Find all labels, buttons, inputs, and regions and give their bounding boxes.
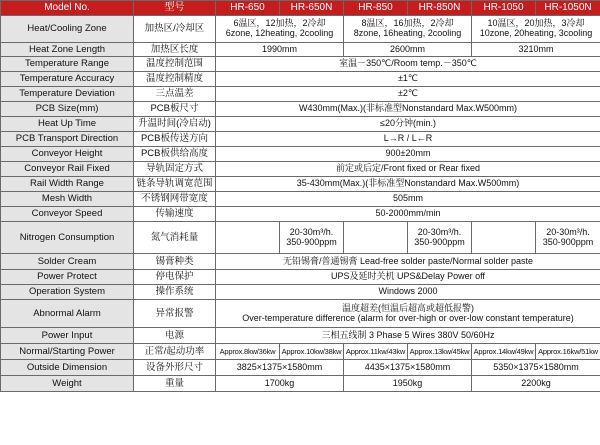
header-model-hr650n: HR-650N [280,1,344,16]
nitrogen-850n [408,222,472,254]
row-label-cn: 正常/起动功率 [134,344,216,360]
row-label-cn: 氮气消耗量 [134,222,216,254]
row-label: Nitrogen Consumption [1,222,134,254]
weight-650: 1700kg [216,376,344,392]
nitrogen-850 [344,222,408,254]
rail-width-value: 35-430mm(Max.)(非标准型Nonstandard Max.W500mm) [216,177,600,192]
header-model-hr1050n: HR-1050N [536,1,600,16]
row-label-cn: 三点温差 [134,87,216,102]
row-weight [1,376,600,392]
dimension-1050: 5350×1375×1580mm [472,360,600,376]
header-model-cn: 型号 [134,1,216,16]
row-label-cn: 锡膏种类 [134,254,216,270]
header-row [1,1,600,16]
dimension-650: 3825×1375×1580mm [216,360,344,376]
row-mesh-width [1,192,600,207]
header-model-hr850: HR-850 [344,1,408,16]
row-label-cn: 温度控制精度 [134,72,216,87]
row-label: Normal/Starting Power [1,344,134,360]
heat-zone-650 [216,16,344,43]
row-label: Operation System [1,285,134,300]
heat-zone-850 [344,16,472,43]
header-model-hr850n: HR-850N [408,1,472,16]
power-protect-value: UPS及延时关机 UPS&Delay Power off [216,270,600,285]
pcb-size-value: W430mm(Max.)(非标准型Nonstandard Max.W500mm) [216,102,600,117]
row-power-protect [1,270,600,285]
row-heat-up [1,117,600,132]
row-heat-zone [1,16,600,43]
row-label: Conveyor Speed [1,207,134,222]
power-hr850n: Approx.13kw/45kw [408,344,472,360]
temp-accuracy-value: ±1℃ [216,72,600,87]
row-label-cn: 操作系统 [134,285,216,300]
row-label-cn: PCB板供给高度 [134,147,216,162]
row-label: Power Protect [1,270,134,285]
heat-zone-850-cn: 8温区，16加热，2冷却 [361,18,454,29]
weight-850: 1950kg [344,376,472,392]
row-label-cn: 链条导轨调宽范围 [134,177,216,192]
nitrogen-1050n-ppm: 350-900ppm [542,236,594,247]
row-heat-length [1,43,600,57]
row-conveyor-speed [1,207,600,222]
row-label-cn: 设备外形尺寸 [134,360,216,376]
row-label: PCB Transport Direction [1,132,134,147]
conveyor-height-value: 900±20mm [216,147,600,162]
heat-zone-1050 [472,16,600,43]
row-label: Power Input [1,328,134,344]
row-label-cn: PCB板尺寸 [134,102,216,117]
row-label: Outside Dimension [1,360,134,376]
row-temp-accuracy [1,72,600,87]
header-model-hr650: HR-650 [216,1,280,16]
power-input-value: 三相五线制 3 Phase 5 Wires 380V 50/60Hz [216,328,600,344]
row-pcb-size [1,102,600,117]
row-label: Temperature Range [1,57,134,72]
row-label: Conveyor Height [1,147,134,162]
weight-1050: 2200kg [472,376,600,392]
os-value: Windows 2000 [216,285,600,300]
row-label-cn: 停电保护 [134,270,216,285]
row-label-cn: 升温时间(冷启动) [134,117,216,132]
row-normal-power [1,344,600,360]
row-label: Abnormal Alarm [1,300,134,328]
header-model-hr1050: HR-1050 [472,1,536,16]
nitrogen-850n-ppm: 350-900ppm [414,236,465,247]
row-dimension [1,360,600,376]
row-power-input [1,328,600,344]
alarm-value-cn: 温度超差(恒温后超高或超低报警) [342,302,474,313]
heat-up-value: ≤20分钟(min.) [216,117,600,132]
power-hr650n: Approx.10kw/38kw [280,344,344,360]
row-label-cn: 加热区长度 [134,43,216,57]
row-label: Weight [1,376,134,392]
row-label: Heat Zone Length [1,43,134,57]
row-label-cn: 不锈钢网带宽度 [134,192,216,207]
nitrogen-850n-flow: 20-30m³/h. [417,226,462,237]
nitrogen-650n-ppm: 350-900ppm [286,236,337,247]
nitrogen-1050n [536,222,600,254]
row-rail-width [1,177,600,192]
dimension-850: 4435×1375×1580mm [344,360,472,376]
row-rail-fixed [1,162,600,177]
header-model-no: Model No. [1,1,134,16]
heat-zone-650-en: 6zone, 12heating, 2cooling [225,28,334,38]
row-label: Mesh Width [1,192,134,207]
heat-zone-650-cn: 6温区，12加热，2冷却 [233,18,326,29]
row-label: Temperature Deviation [1,87,134,102]
alarm-value-en: Over-temperature difference (alarm for over-high or over-low constant temperature) [242,312,574,323]
row-pcb-direction [1,132,600,147]
power-hr1050: Approx.14kw/49kw [472,344,536,360]
row-label: Heat Up Time [1,117,134,132]
pcb-direction-value: L→R / L←R [216,132,600,147]
nitrogen-650 [216,222,280,254]
power-hr650: Approx.8kw/36kw [216,344,280,360]
row-label: Solder Cream [1,254,134,270]
power-hr850: Approx.11kw/43kw [344,344,408,360]
row-temp-deviation [1,87,600,102]
row-os [1,285,600,300]
row-label-cn: 异常报警 [134,300,216,328]
power-hr1050n: Approx.16kw/51kw [536,344,600,360]
row-label: Conveyor Rail Fixed [1,162,134,177]
rail-fixed-value: 前定或后定/Front fixed or Rear fixed [216,162,600,177]
heat-zone-850-en: 8zone, 16heating, 2cooling [353,28,462,38]
row-label: PCB Size(mm) [1,102,134,117]
row-label-cn: 电源 [134,328,216,344]
row-solder [1,254,600,270]
nitrogen-650n-flow: 20-30m³/h. [289,226,334,237]
solder-value: 无铅锡膏/普通锡膏 Lead-free solder paste/Normal solder paste [216,254,600,270]
mesh-width-value: 505mm [216,192,600,207]
conveyor-speed-value: 50-2000mm/min [216,207,600,222]
row-label: Rail Width Range [1,177,134,192]
row-label-cn: 温度控制范围 [134,57,216,72]
temp-deviation-value: ±2℃ [216,87,600,102]
heat-length-850: 2600mm [344,43,472,57]
heat-zone-1050-cn: 10温区，20加热，3冷却 [487,18,585,29]
row-nitrogen [1,222,600,254]
row-label-cn: 导轨固定方式 [134,162,216,177]
nitrogen-650n [280,222,344,254]
row-label: Heat/Cooling Zone [1,16,134,43]
row-label-cn: PCB板传送方向 [134,132,216,147]
heat-length-1050: 3210mm [472,43,600,57]
heat-zone-1050-en: 10zone, 20heating, 3cooling [479,28,593,38]
temp-range-value: 室温－350℃/Room temp.－350℃ [216,57,600,72]
heat-length-650: 1990mm [216,43,344,57]
row-temp-range [1,57,600,72]
alarm-value [216,300,600,328]
row-label: Temperature Accuracy [1,72,134,87]
row-alarm [1,300,600,328]
row-label-cn: 加热区/冷却区 [134,16,216,43]
row-conveyor-height [1,147,600,162]
nitrogen-1050 [472,222,536,254]
row-label-cn: 重量 [134,376,216,392]
row-label-cn: 传输速度 [134,207,216,222]
nitrogen-1050n-flow: 20-30m³/h. [546,226,590,237]
